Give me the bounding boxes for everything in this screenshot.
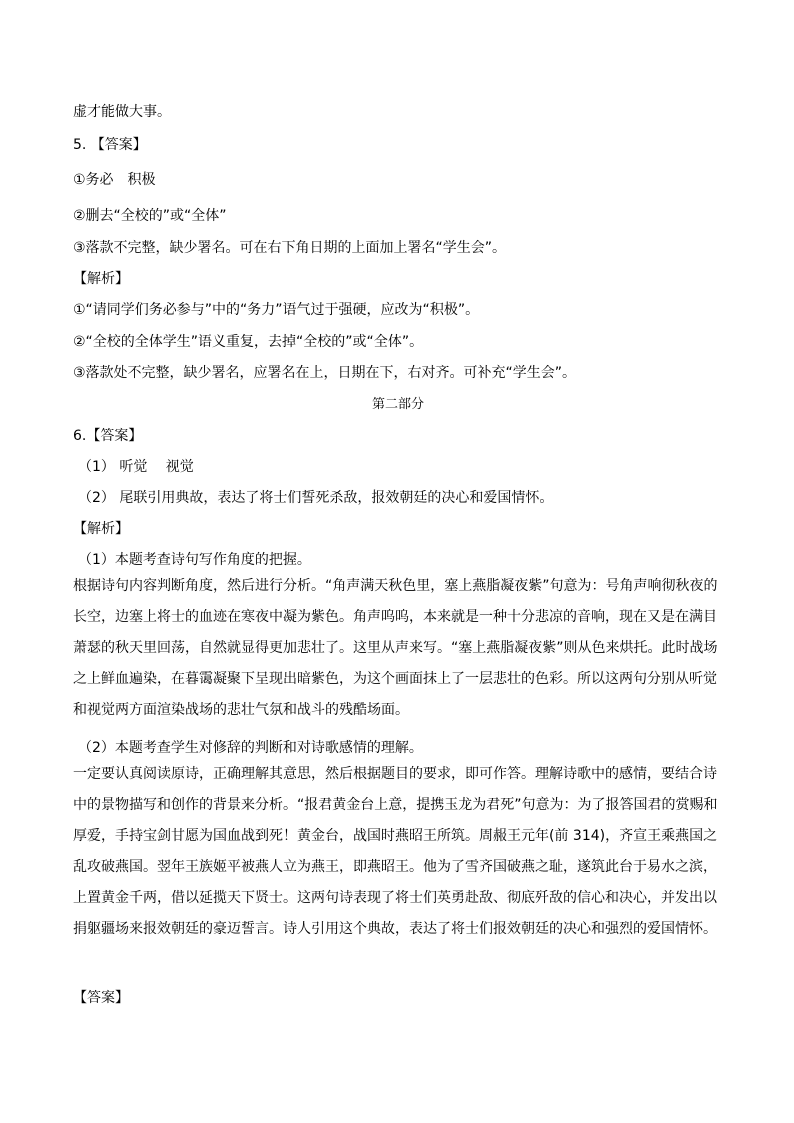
analysis-heading: 【解析】 xyxy=(73,521,129,537)
answer-heading: 6.【答案】 xyxy=(73,428,143,444)
answer-item: ③落款不完整，缺少署名。可在右下角日期的上面加上署名“学生会”。 xyxy=(73,240,507,256)
answer-heading: 【答案】 xyxy=(73,990,129,1006)
answer-item: ②删去“全校的”或“全体” xyxy=(73,208,227,224)
answer-heading: 5. 【答案】 xyxy=(73,137,147,153)
answer-item: ①务必 积极 xyxy=(73,172,156,188)
analysis-heading: 【解析】 xyxy=(73,271,129,287)
analysis-paragraph: 一定要认真阅读原诗，正确理解其意思，然后根据题目的要求，即可作答。理解诗歌中的感情，要结合诗中的景物描写和创作的背景来分析。“报君黄金台上意，提携玉龙为君死”句意为：为了报答国君的赏赐和厚爱，手持宝剑甘愿为国血战到死！黄金台，战国时燕昭王所筑。周赧王元年(前 314)，齐宣王乘燕国之乱攻破燕国。翌年王族姬平被燕人立为燕王，即燕昭王。他为了雪齐国破燕之耻，遂筑此台于易水之滨，上置黄金千两，借以延揽天下贤士。这两句诗表现了将士们英勇赴敌、彻底歼敌的信心和决心，并发出以捐躯疆场来报效朝廷的豪迈誓言。诗人引用这个典故，表达了将士们报效朝廷的决心和强烈的爱国情怀。 xyxy=(73,766,718,937)
analysis-item: ①“请同学们务必参与”中的“务力”语气过于强硬，应改为“积极”。 xyxy=(73,302,480,318)
analysis-item: （1）本题考查诗句写作角度的把握。 xyxy=(78,552,311,568)
analysis-item: ②“全校的全体学生”语义重复，去掉“全校的”或“全体”。 xyxy=(73,334,424,350)
analysis-item: ③落款处不完整，缺少署名，应署名在上，日期在下，右对齐。可补充“学生会”。 xyxy=(73,365,577,381)
text-line: 虚才能做大事。 xyxy=(73,104,171,120)
answer-item: （1） 听觉 视觉 xyxy=(78,459,194,475)
section-title: 第二部分 xyxy=(371,397,424,412)
analysis-paragraph: 根据诗句内容判断角度，然后进行分析。“角声满天秋色里，塞上燕脂凝夜紫”句意为：号角声响彻秋夜的长空，边塞上将士的血迹在寒夜中凝为紫色。角声呜呜，本来就是一种十分悲凉的音响，现在又是在满目萧瑟的秋天里回荡，自然就显得更加悲壮了。这里从声来写。“塞上燕脂凝夜紫”则从色来烘托。此时战场之上鲜血遍染，在暮霭凝聚下呈现出暗紫色，为这个画面抹上了一层悲壮的色彩。所以这两句分别从听觉和视觉两方面渲染战场的悲壮气氛和战斗的残酷场面。 xyxy=(73,578,718,718)
answer-item: （2） 尾联引用典故，表达了将士们誓死杀敌，报效朝廷的决心和爱国情怀。 xyxy=(78,490,554,506)
analysis-item: （2）本题考查学生对修辞的判断和对诗歌感情的理解。 xyxy=(78,740,423,756)
